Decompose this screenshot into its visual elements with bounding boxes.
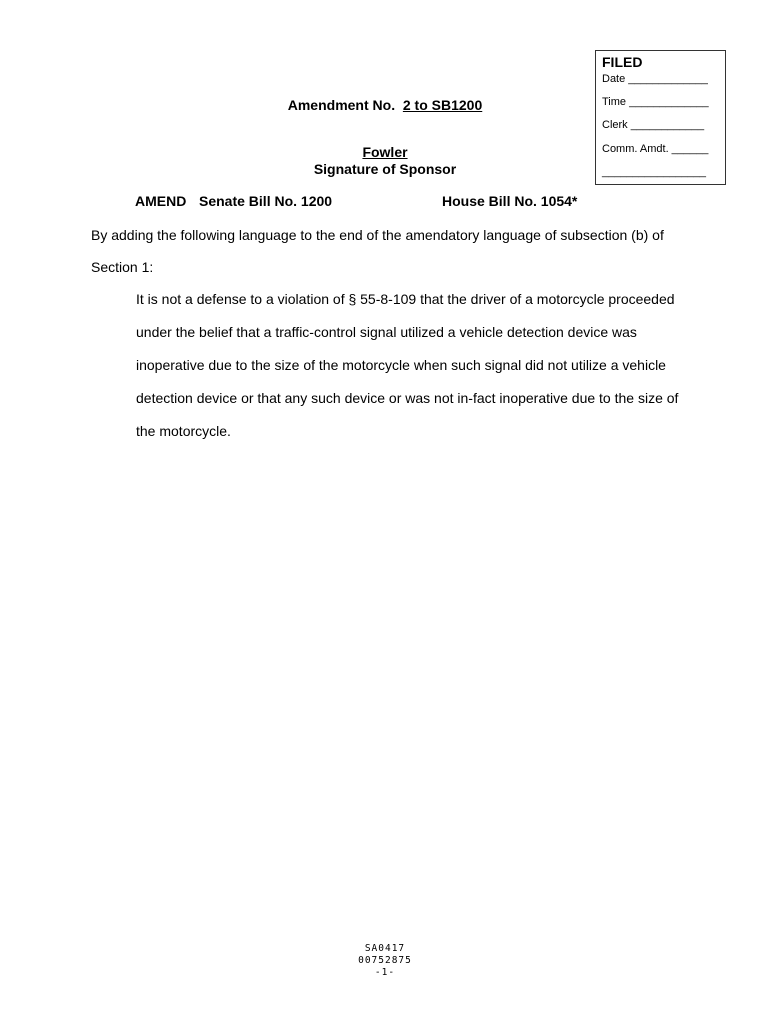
amendment-body-line-2: under the belief that a traffic-control signal utilized a vehicle detection device was [136,324,637,340]
amend-label: AMEND [135,193,187,209]
filed-date-line: Date _____________ [602,73,708,85]
intro-text-line-2: Section 1: [91,259,154,275]
filed-clerk-line: Clerk ____________ [602,119,705,131]
amendment-body-line-5: the motorcycle. [136,423,231,439]
filed-comm-amdt-line: Comm. Amdt. ______ [602,143,709,155]
filed-title: FILED [602,54,643,70]
filed-time-line: Time _____________ [602,96,709,108]
footer-page-number: -1- [374,967,396,978]
amendment-body-line-4: detection device or that any such device or was not in-fact inoperative due to the size of [136,390,679,406]
amendment-heading [0,97,770,113]
amendment-body-line-3: inoperative due to the size of the motorcycle when such signal did not utilize a vehicle [136,357,666,373]
footer-code-sa: SA0417 [364,943,406,954]
sponsor-signature-label: Signature of Sponsor [313,161,457,177]
filed-blank-line: _________________ [602,166,707,178]
amendment-prefix: Amendment No. [287,97,396,113]
footer-code-number: 00752875 [358,955,412,966]
house-bill-number: House Bill No. 1054* [442,193,578,209]
intro-text-line-1: By adding the following language to the end of the amendatory language of subsection (b) of [91,227,664,243]
amendment-number: 2 to SB1200 [402,97,483,113]
sponsor-name: Fowler [362,144,408,160]
senate-bill-number: Senate Bill No. 1200 [199,193,333,209]
amendment-body-line-1: It is not a defense to a violation of § 55-8-109 that the driver of a motorcycle proceeded [136,291,675,307]
